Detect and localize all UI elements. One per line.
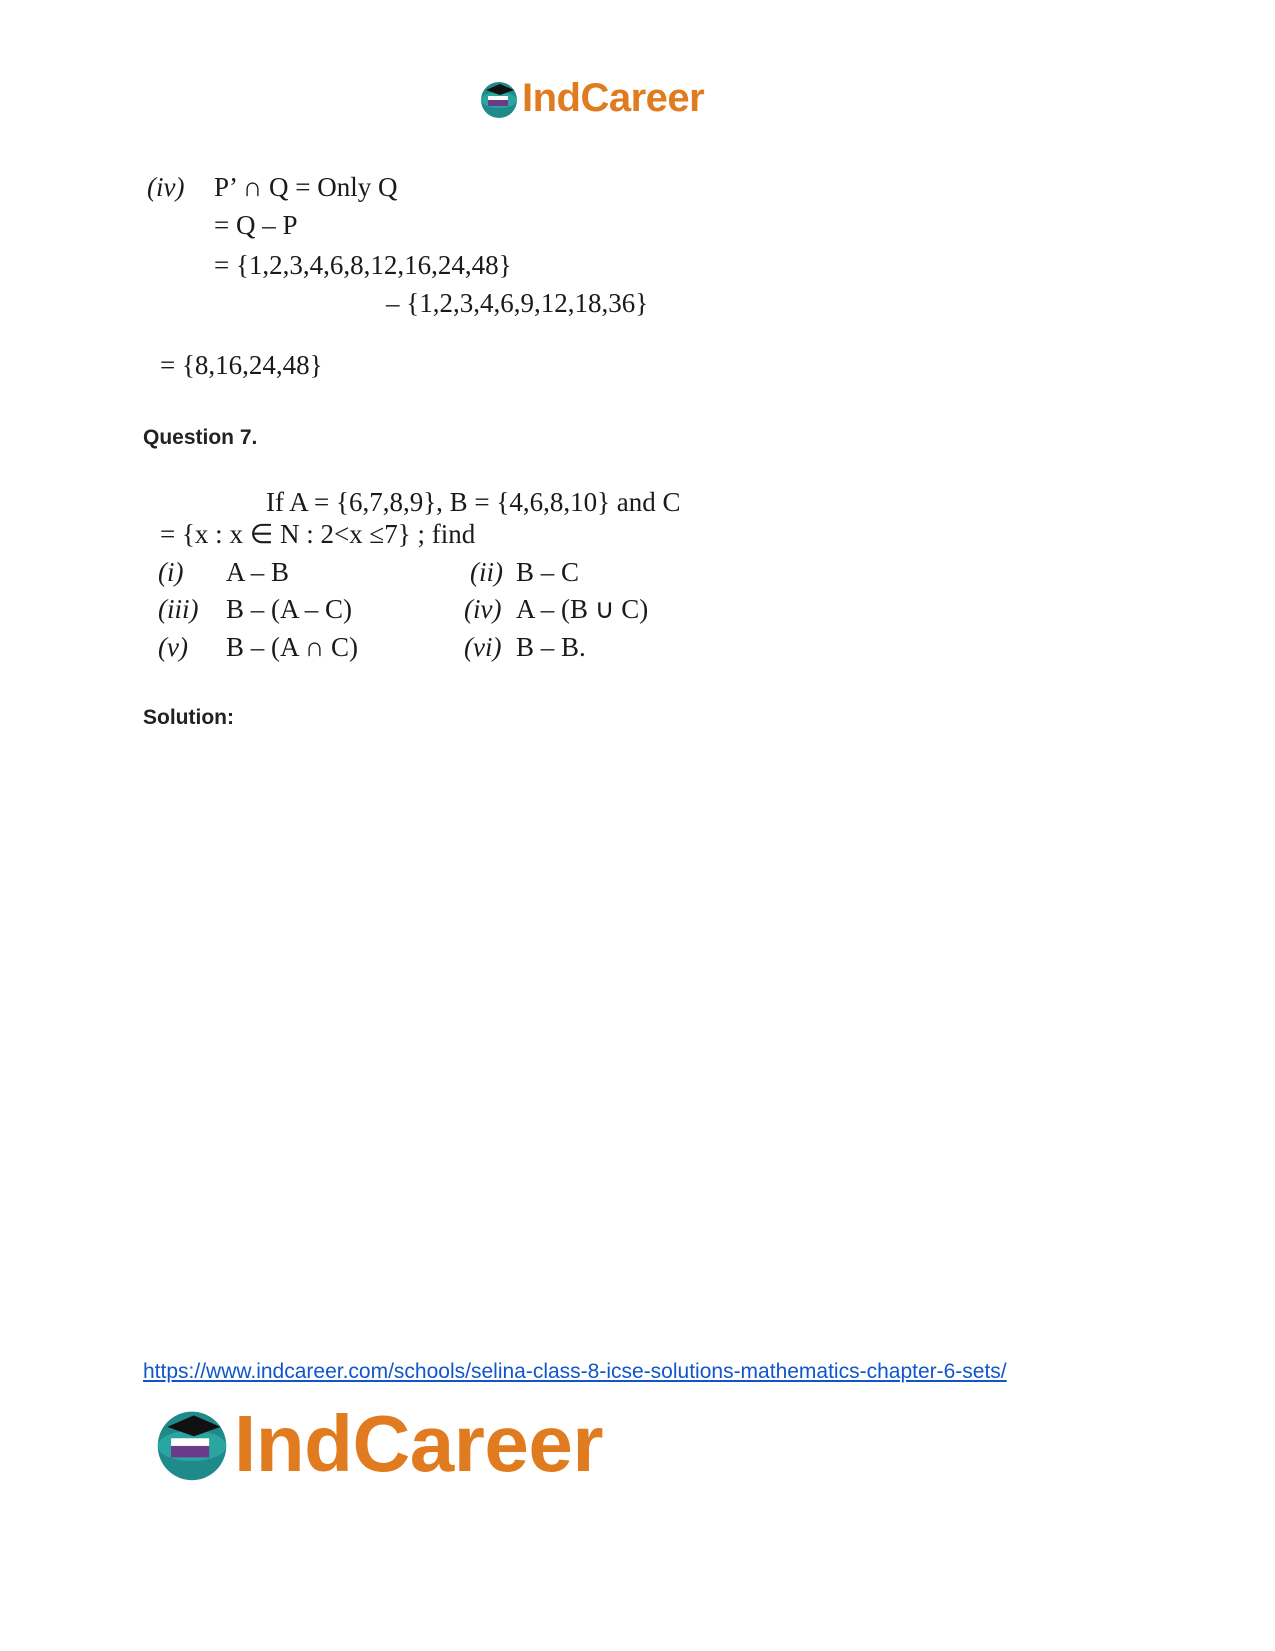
question-item-label: (v) (158, 632, 188, 662)
header-logo (478, 76, 704, 121)
question-intro: = {x : x ∈ N : 2<x ≤7} ; find (160, 519, 476, 549)
source-link[interactable]: https://www.indcareer.com/schools/selina-class-8-icse-solutions-mathematics-chapter-6-sets/ (143, 1360, 1007, 1383)
question-item-expr: B – B. (516, 632, 586, 662)
question-item-expr: A – B (226, 557, 290, 587)
equation-result: = {8,16,24,48} (160, 350, 323, 380)
question-heading: Question 7. (143, 426, 258, 449)
equation-line: = {1,2,3,4,6,8,12,16,24,48} (214, 250, 512, 280)
question-item-expr: B – (A ∩ C) (226, 632, 359, 662)
equation-line: – {1,2,3,4,6,9,12,18,36} (386, 288, 649, 318)
question-item-expr: B – C (516, 557, 580, 587)
equation-line: = Q – P (214, 210, 298, 240)
globe-book-icon (152, 1404, 232, 1484)
logo-text: IndCareer (234, 1399, 603, 1488)
question-item-label: (vi) (464, 632, 502, 662)
question-item-label: (iii) (158, 594, 199, 624)
question-item-expr: A – (B ∪ C) (516, 594, 649, 624)
solution-heading: Solution: (143, 706, 234, 729)
question-item-label: (iv) (464, 594, 502, 624)
question-item-expr: B – (A – C) (226, 594, 353, 624)
globe-book-icon (478, 78, 520, 120)
equation-line: P’ ∩ Q = Only Q (214, 172, 398, 202)
question-intro: If A = {6,7,8,9}, B = {4,6,8,10} and C (266, 487, 681, 517)
logo-text: IndCareer (522, 76, 705, 120)
part-label: (iv) (147, 172, 185, 202)
question-item-label: (i) (158, 557, 184, 587)
question-item-label: (ii) (470, 557, 503, 587)
footer-logo (152, 1398, 603, 1490)
